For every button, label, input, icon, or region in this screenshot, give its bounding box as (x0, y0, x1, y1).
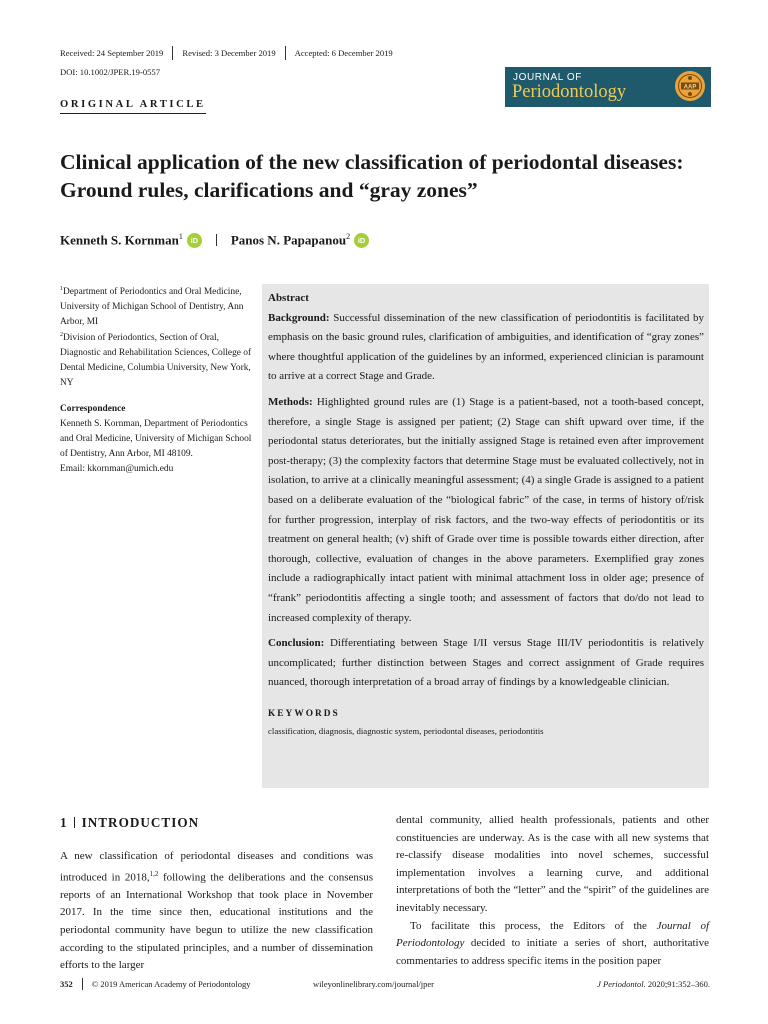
journal-url[interactable]: wileyonlinelibrary.com/journal/jper (313, 979, 435, 989)
orcid-icon[interactable]: iD (354, 233, 369, 248)
author-name[interactable]: Kenneth S. Kornman$^1$ (60, 232, 183, 248)
intro-paragraph: A new classification of periodontal diseases and conditions was introduced in 2018,$^{1,2}$ following the deliberations and the consensus reports of an International Workshop that took place in November 2017. In the time since then, educational institutions and the periodontal community have begun to utilize the new classification according to the stipulated principles, and a number of dissemination efforts to the larger (60, 850, 373, 972)
seal-text: AAP (683, 84, 697, 91)
accepted-date: Accepted: 6 December 2019 (294, 48, 393, 58)
divider (216, 234, 217, 246)
article-type: ORIGINAL ARTICLE (60, 99, 206, 114)
aap-seal-icon (674, 70, 706, 102)
correspondence-address: Kenneth S. Kornman, Department of Periodontics and Oral Medicine, University of Michigan School of Dentistry, Ann Arbor, MI 48109. (60, 419, 252, 459)
orcid-icon[interactable]: iD (187, 233, 202, 248)
abstract-conclusion: Conclusion: Differentiating between Stage I/II versus Stage III/IV periodontitis is relatively uncomplicated; further distinction between Stages and correct assignment of Grade requires nuanced, thorough interpretation of a broad array of findings by a knowledgeable clinician. (268, 637, 704, 689)
divider (285, 46, 286, 60)
citation: J Periodontol. 2020;91:352–360. (597, 979, 710, 989)
correspondence (60, 402, 255, 477)
received-date: Received: 24 September 2019 (60, 48, 164, 58)
revised-date: Revised: 3 December 2019 (182, 48, 276, 58)
article-history (60, 46, 393, 60)
journal-logo-line1: JOURNAL OF (513, 72, 582, 83)
journal-logo-line2: Periodontology (512, 82, 627, 102)
divider (172, 46, 173, 60)
journal-logo[interactable] (505, 67, 711, 107)
affiliation: $^2$Division of Periodontics, Section of Oral, Diagnostic and Rehabilitation Sciences, College of Dental Medicine, Columbia University, New York, NY (60, 332, 252, 389)
article-title: Clinical application of the new classification of periodontal diseases: Ground rules, clarifications and “gray zones” (60, 150, 684, 202)
author-list (60, 232, 369, 248)
keywords: classification, diagnosis, diagnostic system, periodontal diseases, periodontitis (268, 726, 544, 737)
divider (82, 978, 83, 990)
reference-link[interactable]: 1,2 (149, 869, 159, 878)
author-name[interactable]: Panos N. Papapanou$^2$ (230, 232, 351, 248)
copyright: © 2019 American Academy of Periodontology (91, 979, 251, 989)
intro-paragraph: dental community, allied health professionals, patients and other constituencies are underway. As is the case with all new systems that re-classify disease modalities into novel schemes, successful implementation involves a learning curve, and additional interpretations of both the “letter” and the “spirit” of the guidelines are inevitably necessary. (396, 814, 709, 914)
affiliation: $^1$Department of Periodontics and Oral Medicine, University of Michigan School of Dentistry, Ann Arbor, MI (60, 286, 244, 328)
section-heading: 1 INTRODUCTION (60, 815, 200, 830)
intro-column-left (60, 848, 373, 975)
page-footer (60, 978, 710, 990)
abstract-box (262, 284, 709, 788)
intro-paragraph: To facilitate this process, the Editors of the Journal of Periodontology decided to initiate a series of short, authoritative commentaries to address specific items in the position paper (396, 919, 710, 967)
abstract-background: Background: Successful dissemination of the new classification of periodontitis is facilitated by emphasis on the basic ground rules, clarification of ambiguities, and identification of “gray zones” where thoughtful application of the guidelines by an informed, experienced clinician is paramount to arrive at a correct Stage and Grade. (268, 311, 705, 383)
intro-column-right (396, 812, 709, 970)
abstract-methods: Methods: Highlighted ground rules are (1) Stage is a patient-based, not a tooth-based concept, therefore, a single Stage is assigned per patient; (2) Stage can shift upward over time, if the periodontal status deteriorates, but the initially assigned Stage is retained even after improvement post-therapy; (3) the complexity factors that determine Stage must be evaluated collectively, not in isolation, to arrive at a clinically meaningful assessment; (4) a single Grade is assigned to a patient based on a deliberate evaluation of the “biological fabric” of the case, in terms of history of/risk for further progression, interplay of risk factors, and the two-way effects of periodontitis or its treatment on general health; (v) shift of Grade over time is possible towards either direction, after thorough, collective, evaluation of changes in the above parameters. Exemplified gray zones include a radiographically intact patient with minimal attachment loss in older age; presence of “frank” periodontitis affecting a single tooth; and assessment of factors that do/do not lead to increased complexity of therapy. (268, 395, 704, 624)
doi[interactable]: DOI: 10.1002/JPER.19-0557 (60, 67, 161, 77)
correspondence-heading: Correspondence (60, 404, 126, 414)
page-number: 352 (60, 979, 73, 989)
keywords-heading: KEYWORDS (268, 708, 340, 719)
abstract-heading: Abstract (268, 292, 309, 304)
correspondence-email[interactable]: Email: kkornman@umich.edu (60, 464, 174, 474)
